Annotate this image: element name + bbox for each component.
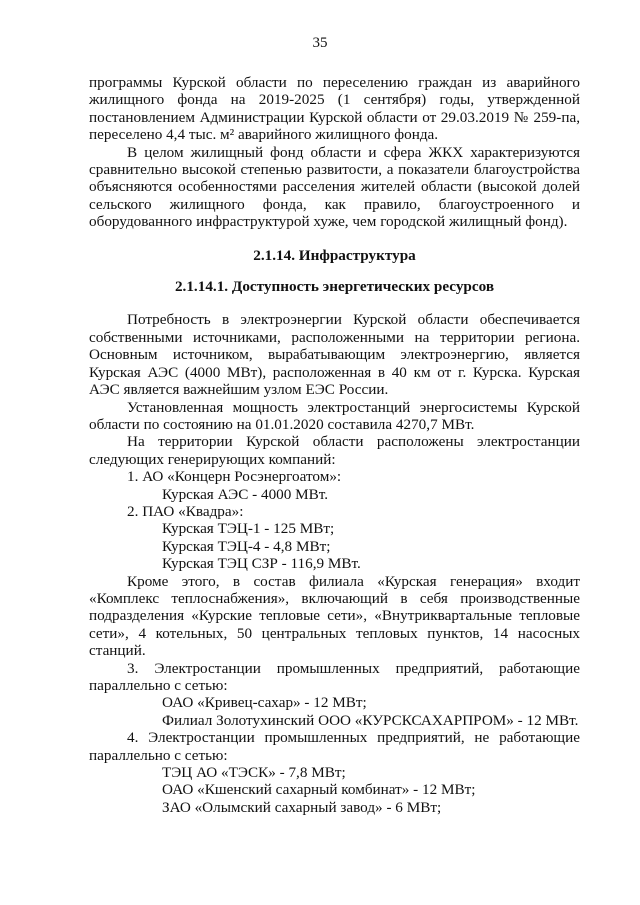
list-item: Филиал Золотухинский ООО «КУРСКСАХАРПРОМ» - 12 МВт. — [162, 711, 579, 729]
list-1-title: 1. АО «Концерн Росэнергоатом»: — [127, 468, 342, 486]
list-item: Курская ТЭЦ СЗР - 116,9 МВт. — [162, 555, 361, 573]
paragraph-continuation: программы Курской области по переселению граждан из аварийного жилищного фонда на 2019-2025 (1 сентября) годы, утвержденной постановлением Администрации Курской области от 29.03.2019 № 259-па, переселено 4,4 тыс. м² аварийного жилищного фонда. — [89, 74, 580, 144]
page-number: 35 — [312, 35, 328, 51]
list-item: ОАО «Кривец-сахар» - 12 МВт; — [162, 694, 367, 712]
list-item: Курская АЭС - 4000 МВт. — [162, 485, 329, 503]
paragraph-generating-companies: На территории Курской области расположены электростанции следующих генерирующих компаний: — [89, 433, 580, 468]
list-4-title: 4. Электростанции промышленных предприятий, не работающие параллельно с сетью: — [89, 729, 580, 764]
list-item: ЗАО «Олымский сахарный завод» - 6 МВт; — [162, 798, 442, 816]
paragraph-housing-summary: В целом жилищный фонд области и сфера ЖКХ характеризуются сравнительно высокой степенью развитости, а показатели благоустройства объясняются особенностями расселения жителей области (высокой долей сельского жилищного фонда, как правило, благоустроенного и оборудованного инфраструктурой хуже, чем городской жилищный фонд). — [89, 143, 580, 231]
paragraph-electricity-demand: Потребность в электроэнергии Курской области обеспечивается собственными источниками, расположенными на территории региона. Основным источником, вырабатывающим электроэнергию, является Курская АЭС (4000 МВт), расположенная в 40 км от г. Курска. Курская АЭС является важнейшим узлом ЕЭС России. — [89, 311, 580, 399]
list-item: ОАО «Кшенский сахарный комбинат» - 12 МВт; — [162, 781, 476, 799]
paragraph-heat-supply: Кроме этого, в состав филиала «Курская генерация» входит «Комплекс теплоснабжения», включающий в себя производственные подразделения «Курские тепловые сети», «Внутриквартальные тепловые сети», 4 котельных, 50 центральных тепловых пунктов, 14 насосных станций. — [89, 572, 580, 660]
section-heading: 2.1.14. Инфраструктура — [253, 246, 416, 264]
list-item: ТЭЦ АО «ТЭСК» - 7,8 МВт; — [162, 764, 346, 782]
subsection-heading: 2.1.14.1. Доступность энергетических ресурсов — [174, 278, 495, 296]
page-content — [89, 74, 580, 816]
list-item: Курская ТЭЦ-1 - 125 МВт; — [162, 520, 335, 538]
paragraph-installed-capacity: Установленная мощность электростанций энергосистемы Курской области по состоянию на 01.01.2020 составила 4270,7 МВт. — [89, 398, 580, 433]
list-item: Курская ТЭЦ-4 - 4,8 МВт; — [162, 537, 331, 555]
list-3-title: 3. Электростанции промышленных предприятий, работающие параллельно с сетью: — [89, 659, 580, 694]
list-2-title: 2. ПАО «Квадра»: — [127, 502, 244, 520]
